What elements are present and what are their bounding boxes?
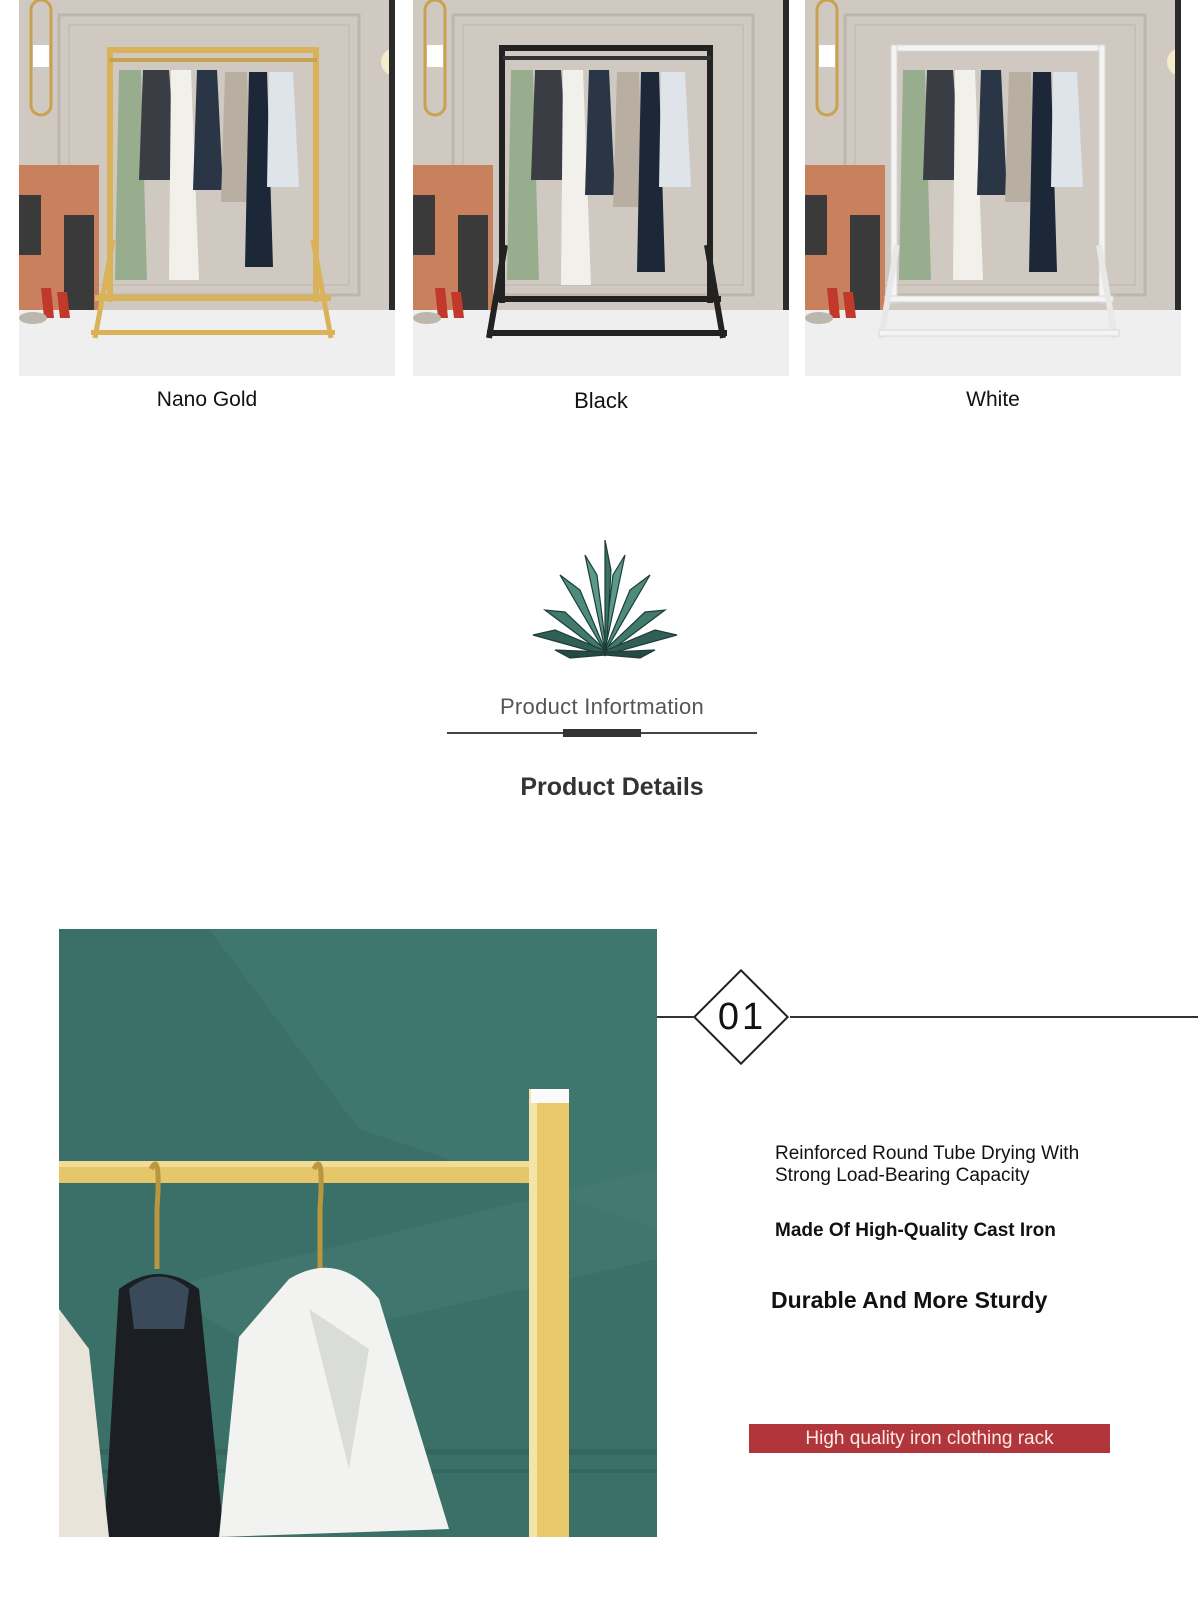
number-line-left: [657, 1016, 697, 1018]
divider-accent: [563, 729, 641, 737]
product-details-title: Product Details: [520, 773, 704, 801]
variant-photo-black: [413, 0, 789, 376]
section-number: 01: [717, 996, 767, 1038]
variant-photo-white: [805, 0, 1181, 376]
variant-label-black: Black: [574, 388, 628, 413]
number-line-right: [790, 1016, 1198, 1018]
variant-label-nano-gold: Nano Gold: [156, 388, 258, 411]
variant-photo-nano-gold: [19, 0, 395, 376]
quality-banner: High quality iron clothing rack: [749, 1424, 1110, 1453]
detail-photo: [59, 929, 657, 1537]
agave-plant-icon: [525, 540, 685, 670]
feature-text-3: Durable And More Sturdy: [771, 1287, 1048, 1313]
variant-label-white: White: [966, 388, 1020, 411]
feature-text-1: Reinforced Round Tube Drying With Strong Load-Bearing Capacity: [775, 1143, 1080, 1186]
feature-text-2: Made Of High-Quality Cast Iron: [775, 1220, 1056, 1241]
product-information-title: Product Infortmation: [499, 694, 705, 719]
